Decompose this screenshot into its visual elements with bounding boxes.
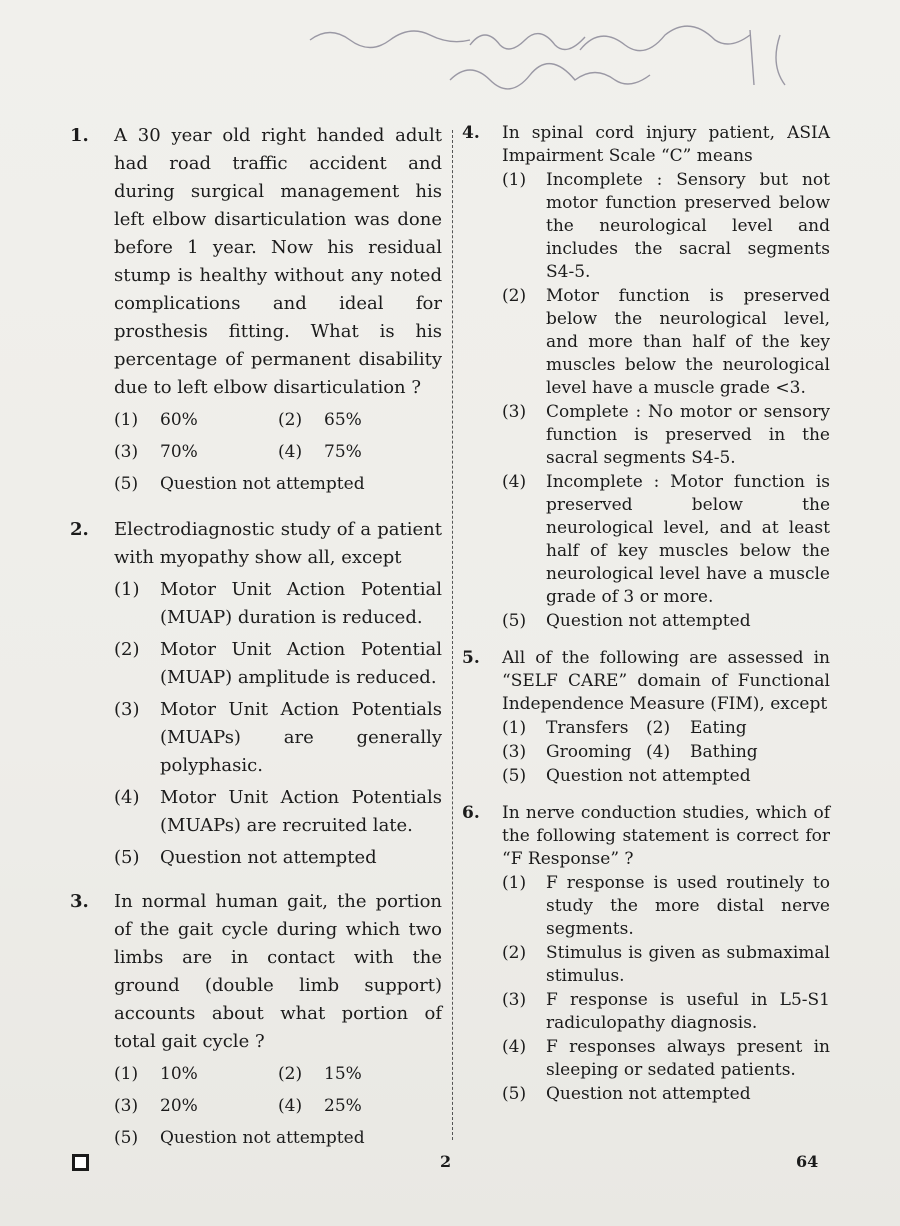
question-stem: In spinal cord injury patient, ASIA Impairment Scale “C” means (502, 123, 830, 166)
question-number: 4. (462, 123, 480, 143)
option-number: (2) (502, 286, 527, 306)
question-body (114, 516, 442, 872)
option-text: Motor Unit Action Potential (MUAP) duration is reduced. (160, 579, 442, 628)
answer-option (646, 716, 816, 740)
option-text: Incomplete : Sensory but not motor function preserved below the neurological level and includes the sacral segments S4-5. (546, 170, 830, 282)
option-number: (3) (114, 1096, 139, 1116)
answer-option (278, 436, 438, 468)
question-stem: In nerve conduction studies, which of the following statement is correct for “F Response” ? (502, 803, 830, 869)
option-number: (3) (502, 990, 527, 1010)
option-number: (4) (502, 472, 527, 492)
option-number: (5) (502, 766, 527, 786)
answer-option (646, 740, 816, 764)
option-number: (3) (502, 742, 527, 762)
question-stem: In normal human gait, the portion of the gait cycle during which two limbs are in contact with the ground (double limb support) accounts about what portion of total gait cycle ? (114, 891, 442, 1052)
right-column (462, 122, 830, 1114)
question-number: 3. (70, 891, 89, 912)
option-text: F responses always present in sleeping or sedated patients. (546, 1037, 830, 1080)
option-text: Motor Unit Action Potentials (MUAPs) are recruited late. (160, 787, 442, 836)
answer-option (502, 942, 830, 988)
option-text: Question not attempted (546, 611, 751, 631)
option-number: (3) (502, 402, 527, 422)
question-stem: A 30 year old right handed adult had road traffic accident and during surgical management his left elbow disarticulation was done before 1 year. Now his residual stump is healthy without any noted complications and ideal for prosthesis fitting. What is his percentage of permanent disability due to left elbow disarticulation ? (114, 125, 442, 398)
option-text: Bathing (690, 742, 758, 762)
option-text: Question not attempted (160, 847, 377, 868)
question-stem: All of the following are assessed in “SELF CARE” domain of Functional Independence Measure (FIM), except (502, 648, 830, 714)
answer-option (114, 1122, 438, 1154)
option-text: Eating (690, 718, 747, 738)
option-number: (1) (114, 579, 140, 600)
question-body (502, 122, 830, 633)
answer-option (278, 1090, 438, 1122)
answer-option (502, 285, 830, 400)
answer-option (502, 872, 830, 941)
option-number: (5) (114, 847, 140, 868)
question-body (502, 647, 830, 788)
left-column (70, 122, 442, 1162)
answer-option (502, 989, 830, 1035)
question-item (462, 802, 830, 1106)
page-code: 64 (796, 1152, 819, 1171)
option-text: 15% (324, 1064, 362, 1084)
option-text: 70% (160, 442, 198, 462)
answer-option (502, 471, 830, 609)
answer-option (114, 696, 442, 780)
option-text: 65% (324, 410, 362, 430)
answer-option (114, 844, 442, 872)
answer-option (114, 404, 274, 436)
option-list (114, 1058, 442, 1154)
option-text: Question not attempted (160, 1128, 365, 1148)
option-number: (5) (114, 474, 139, 494)
option-number: (4) (502, 1037, 527, 1057)
question-number: 6. (462, 803, 480, 823)
option-text: Question not attempted (160, 474, 365, 494)
question-body (502, 802, 830, 1106)
option-number: (4) (278, 442, 303, 462)
option-list (114, 404, 442, 500)
question-item (70, 122, 442, 500)
option-number: (2) (114, 639, 140, 660)
question-body (114, 888, 442, 1154)
option-text: Motor Unit Action Potentials (MUAPs) are generally polyphasic. (160, 699, 442, 776)
answer-option (502, 740, 642, 764)
option-number: (1) (502, 718, 527, 738)
question-item (462, 122, 830, 633)
option-number: (5) (114, 1128, 139, 1148)
column-divider (452, 130, 453, 1140)
answer-option (502, 401, 830, 470)
answer-option (502, 764, 816, 788)
question-number: 1. (70, 125, 89, 146)
option-text: Question not attempted (546, 766, 751, 786)
question-item (70, 888, 442, 1154)
option-number: (4) (646, 742, 671, 762)
answer-option (114, 1058, 274, 1090)
option-text: Motor Unit Action Potential (MUAP) amplitude is reduced. (160, 639, 442, 688)
option-text: 10% (160, 1064, 198, 1084)
question-item (70, 516, 442, 872)
option-list (502, 169, 830, 633)
option-text: Transfers (546, 718, 629, 738)
answer-option (114, 1090, 274, 1122)
answer-option (278, 1058, 438, 1090)
option-text: 75% (324, 442, 362, 462)
option-number: (4) (278, 1096, 303, 1116)
answer-option (502, 1036, 830, 1082)
answer-option (114, 468, 438, 500)
answer-option (114, 784, 442, 840)
question-number: 2. (70, 519, 89, 540)
option-list (502, 716, 830, 788)
answer-option (502, 169, 830, 284)
square-mark-icon (72, 1154, 89, 1171)
option-text: Stimulus is given as submaximal stimulus. (546, 943, 830, 986)
option-number: (2) (502, 943, 527, 963)
option-text: Question not attempted (546, 1084, 751, 1104)
question-stem: Electrodiagnostic study of a patient with myopathy show all, except (114, 519, 442, 568)
option-number: (2) (646, 718, 671, 738)
option-number: (5) (502, 611, 527, 631)
option-number: (1) (114, 1064, 139, 1084)
option-number: (1) (114, 410, 139, 430)
answer-option (114, 576, 442, 632)
option-list (502, 872, 830, 1106)
answer-option (114, 636, 442, 692)
option-text: 25% (324, 1096, 362, 1116)
option-number: (3) (114, 699, 140, 720)
option-text: 60% (160, 410, 198, 430)
option-list (114, 576, 442, 872)
option-number: (2) (278, 1064, 303, 1084)
option-text: Incomplete : Motor function is preserved below the neurological level, and at least half of key muscles below the neurological level have a muscle grade of 3 or more. (546, 472, 830, 607)
option-text: F response is useful in L5-S1 radiculopathy diagnosis. (546, 990, 830, 1033)
answer-option (502, 610, 830, 633)
handwritten-annotation (280, 10, 840, 105)
option-text: 20% (160, 1096, 198, 1116)
page-footer (0, 1152, 900, 1182)
question-body (114, 122, 442, 500)
option-number: (1) (502, 170, 527, 190)
option-text: Grooming (546, 742, 632, 762)
answer-option (502, 716, 642, 740)
option-text: F response is used routinely to study the more distal nerve segments. (546, 873, 830, 939)
question-item (462, 647, 830, 788)
option-text: Complete : No motor or sensory function is preserved in the sacral segments S4-5. (546, 402, 830, 468)
answer-option (114, 436, 274, 468)
question-number: 5. (462, 648, 480, 668)
option-number: (3) (114, 442, 139, 462)
answer-option (502, 1083, 830, 1106)
option-text: Motor function is preserved below the neurological level, and more than half of the key muscles below the neurological level have a muscle grade <3. (546, 286, 830, 398)
answer-option (278, 404, 438, 436)
option-number: (5) (502, 1084, 527, 1104)
option-number: (2) (278, 410, 303, 430)
option-number: (4) (114, 787, 140, 808)
page-number: 2 (440, 1152, 452, 1171)
option-number: (1) (502, 873, 527, 893)
